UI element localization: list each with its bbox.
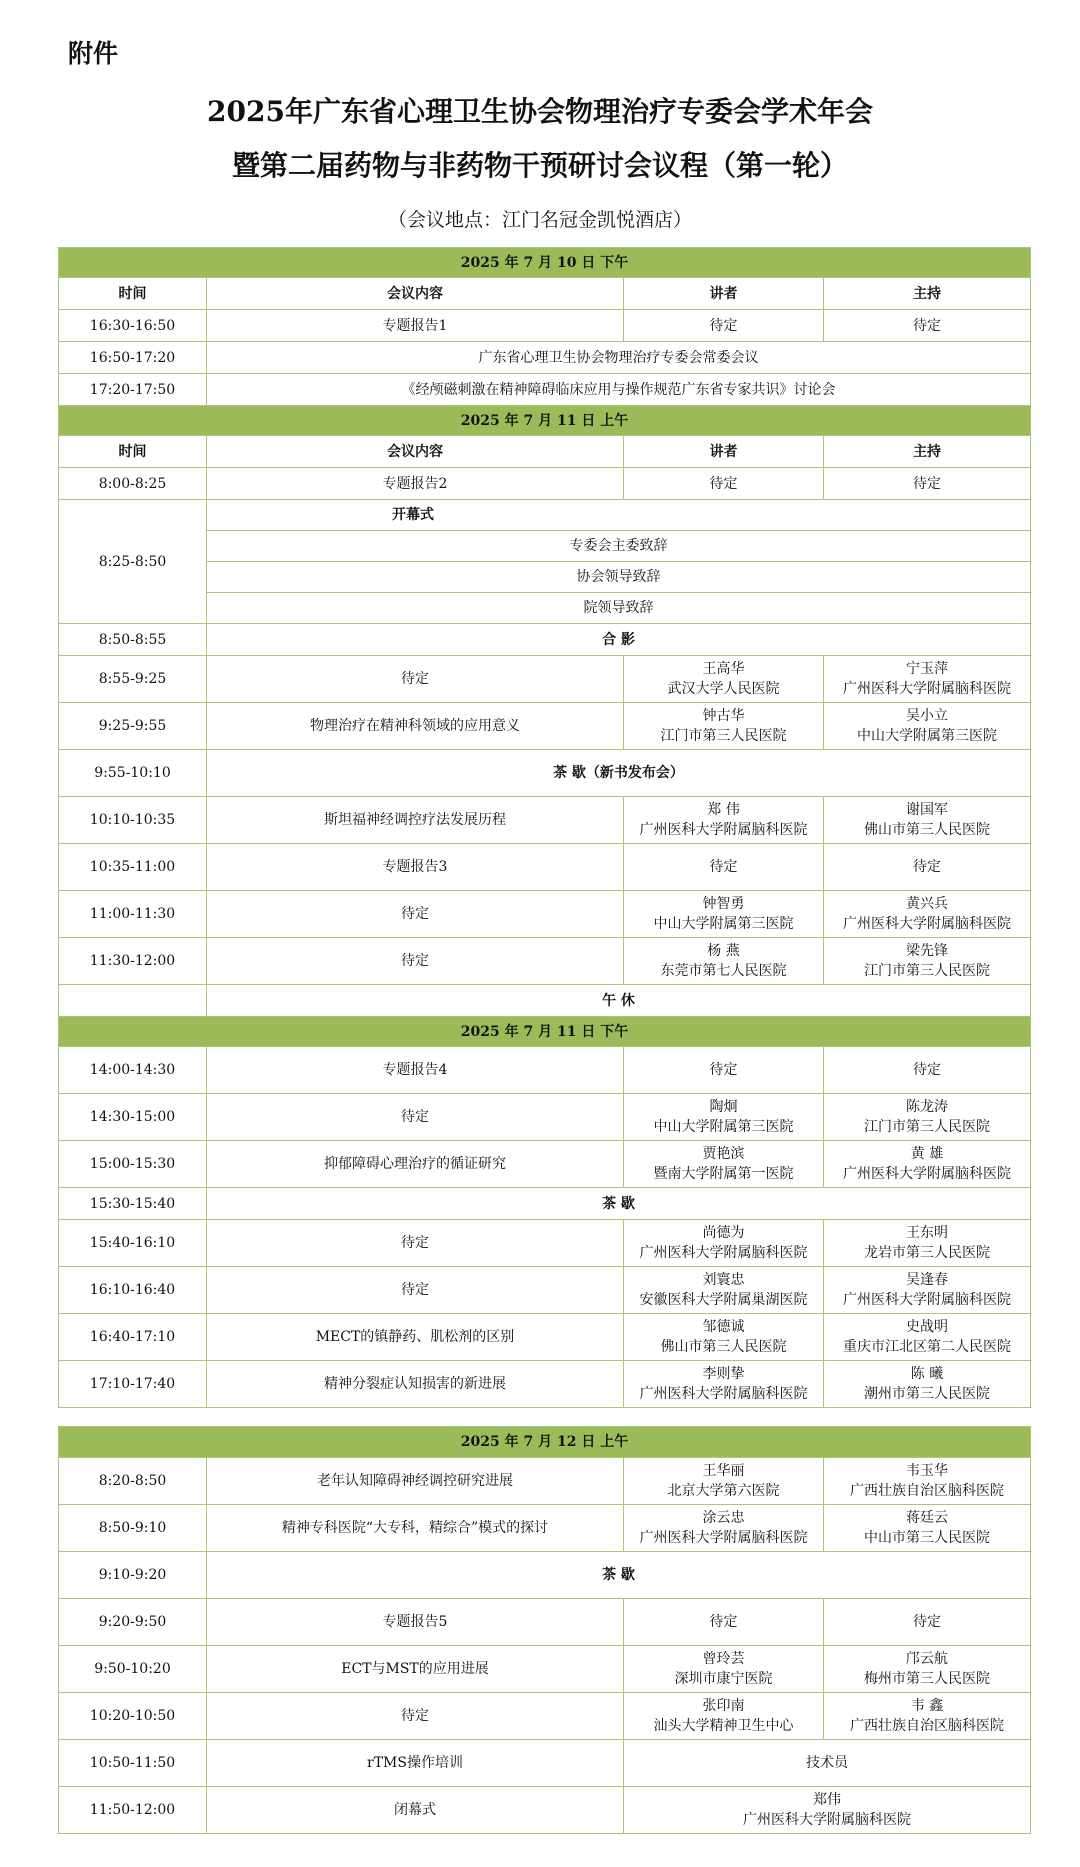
host-org: 广州医科大学附属脑科医院 xyxy=(843,1292,1011,1308)
cell-content: 广东省心理卫生协会物理治疗专委会常委会议 xyxy=(207,342,1031,374)
cell-speaker: 待定 xyxy=(624,1599,824,1646)
speaker-org: 东莞市第七人民医院 xyxy=(660,963,787,979)
cell-time: 8:50-9:10 xyxy=(59,1505,207,1552)
cell-time: 17:20-17:50 xyxy=(59,374,207,406)
cell-speaker: 待定 xyxy=(624,310,824,342)
cell-time: 9:10-9:20 xyxy=(59,1552,207,1599)
speaker-name: 贾艳滨 xyxy=(702,1146,745,1162)
cell-time: 11:50-12:00 xyxy=(59,1787,207,1834)
speaker-name: 王华丽 xyxy=(702,1463,745,1479)
cell-content: 待定 xyxy=(207,1220,624,1267)
table-row xyxy=(59,938,1031,985)
table-row xyxy=(59,1314,1031,1361)
cell-time: 16:30-16:50 xyxy=(59,310,207,342)
cell-content: 专委会主委致辞 xyxy=(207,531,1031,562)
table-row xyxy=(59,1188,1031,1220)
cell-speaker: 待定 xyxy=(624,844,824,891)
cell-speaker: 技术员 xyxy=(624,1740,1031,1787)
cell-host: 待定 xyxy=(824,1599,1031,1646)
host-org: 中山市第三人民医院 xyxy=(864,1530,990,1546)
header-row xyxy=(59,436,1031,468)
cell-time: 16:40-17:10 xyxy=(59,1314,207,1361)
cell-host xyxy=(824,891,1031,938)
venue-text: （会议地点：江门名冠金凯悦酒店） xyxy=(387,209,692,231)
host-org: 广州医科大学附属脑科医院 xyxy=(843,916,1011,932)
table-row xyxy=(59,1599,1031,1646)
speaker-org: 安徽医科大学附属巢湖医院 xyxy=(639,1292,808,1308)
host-name: 宁玉萍 xyxy=(906,661,948,677)
lunch-break: 午 休 xyxy=(207,985,1031,1017)
tea-break: 茶 歇 xyxy=(207,1188,1031,1220)
speaker-org: 广州医科大学附属脑科医院 xyxy=(743,1812,911,1828)
speaker-org: 中山大学附属第三医院 xyxy=(653,916,794,932)
cell-speaker xyxy=(624,703,824,750)
header-speaker: 讲者 xyxy=(624,436,824,468)
host-name: 梁先锋 xyxy=(906,943,948,959)
cell-speaker: 待定 xyxy=(624,1047,824,1094)
table-row xyxy=(59,1693,1031,1740)
host-name: 黄兴兵 xyxy=(906,896,948,912)
host-org: 广州医科大学附属脑科医院 xyxy=(843,1166,1011,1182)
session-row xyxy=(59,248,1031,278)
table-row xyxy=(59,468,1031,500)
cell-time: 10:20-10:50 xyxy=(59,1693,207,1740)
cell-content: 协会领导致辞 xyxy=(207,562,1031,593)
cell-host xyxy=(824,1220,1031,1267)
speaker-org: 广州医科大学附属脑科医院 xyxy=(639,1530,808,1546)
speaker-name: 杨 燕 xyxy=(707,943,740,959)
cell-host xyxy=(824,938,1031,985)
cell-time xyxy=(59,985,207,1017)
speaker-name: 陶炯 xyxy=(709,1099,738,1115)
cell-speaker xyxy=(624,1267,824,1314)
host-name: 谢国军 xyxy=(906,802,948,818)
cell-time: 17:10-17:40 xyxy=(59,1361,207,1408)
cell-host xyxy=(824,1458,1031,1505)
cell-host: 待定 xyxy=(824,310,1031,342)
session-header: 2025 年 7 月 12 日 上午 xyxy=(59,1427,1031,1458)
cell-host xyxy=(824,1693,1031,1740)
cell-content: 抑郁障碍心理治疗的循证研究 xyxy=(207,1141,624,1188)
speaker-name: 刘寰忠 xyxy=(702,1272,745,1288)
speaker-name: 郑伟 xyxy=(813,1792,841,1808)
host-name: 黄 雄 xyxy=(910,1146,944,1162)
speaker-org: 汕头大学精神卫生中心 xyxy=(653,1718,794,1734)
host-name: 蒋廷云 xyxy=(906,1510,948,1526)
header-row xyxy=(59,278,1031,310)
tea-break: 茶 歇 xyxy=(207,1552,1031,1599)
cell-speaker xyxy=(624,1314,824,1361)
cell-time: 11:00-11:30 xyxy=(59,891,207,938)
cell-content: 院领导致辞 xyxy=(207,593,1031,624)
table-row xyxy=(59,1552,1031,1599)
opening-ceremony: 开幕式 xyxy=(207,500,1031,531)
table-row xyxy=(59,1361,1031,1408)
cell-time: 10:50-11:50 xyxy=(59,1740,207,1787)
cell-time: 9:50-10:20 xyxy=(59,1646,207,1693)
schedule-table-day3 xyxy=(58,1426,1031,1834)
table-row xyxy=(59,656,1031,703)
cell-host xyxy=(824,797,1031,844)
cell-content: 待定 xyxy=(207,1693,624,1740)
header-time: 时间 xyxy=(59,436,207,468)
host-org: 佛山市第三人民医院 xyxy=(864,822,990,838)
cell-time: 8:50-8:55 xyxy=(59,624,207,656)
speaker-name: 邹德诚 xyxy=(702,1319,745,1335)
cell-host: 待定 xyxy=(824,468,1031,500)
cell-content: 待定 xyxy=(207,656,624,703)
header-content: 会议内容 xyxy=(207,278,624,310)
cell-time: 9:20-9:50 xyxy=(59,1599,207,1646)
cell-speaker xyxy=(624,1787,1031,1834)
cell-speaker xyxy=(624,1646,824,1693)
cell-time: 14:00-14:30 xyxy=(59,1047,207,1094)
table-row xyxy=(59,1094,1031,1141)
speaker-name: 曾玲芸 xyxy=(702,1651,745,1667)
cell-content: 合 影 xyxy=(207,624,1031,656)
host-org: 重庆市江北区第二人民医院 xyxy=(843,1339,1011,1355)
cell-host xyxy=(824,1646,1031,1693)
cell-time: 8:25-8:50 xyxy=(59,500,207,624)
cell-time: 15:40-16:10 xyxy=(59,1220,207,1267)
speaker-org: 中山大学附属第三医院 xyxy=(653,1119,794,1135)
cell-host xyxy=(824,656,1031,703)
table-row xyxy=(59,1141,1031,1188)
cell-speaker xyxy=(624,1141,824,1188)
cell-content: 精神专科医院“大专科，精综合”模式的探讨 xyxy=(207,1505,624,1552)
cell-time: 8:20-8:50 xyxy=(59,1458,207,1505)
host-name: 陈龙涛 xyxy=(906,1099,948,1115)
host-org: 中山大学附属第三医院 xyxy=(857,728,997,744)
table-row xyxy=(59,342,1031,374)
header-content: 会议内容 xyxy=(207,436,624,468)
cell-content: 斯坦福神经调控疗法发展历程 xyxy=(207,797,624,844)
cell-host xyxy=(824,1505,1031,1552)
cell-content: 茶 歇（新书发布会） xyxy=(207,750,1031,797)
table-row xyxy=(59,1458,1031,1505)
session-header: 2025 年 7 月 10 日 下午 xyxy=(59,248,1031,278)
cell-time: 15:00-15:30 xyxy=(59,1141,207,1188)
host-org: 江门市第三人民医院 xyxy=(864,963,990,979)
host-name: 王东明 xyxy=(906,1225,948,1241)
cell-time: 11:30-12:00 xyxy=(59,938,207,985)
cell-speaker xyxy=(624,1094,824,1141)
cell-content: MECT的镇静药、肌松剂的区别 xyxy=(207,1314,624,1361)
header-host: 主持 xyxy=(824,278,1031,310)
speaker-org: 北京大学第六医院 xyxy=(667,1483,780,1499)
cell-speaker: 待定 xyxy=(624,468,824,500)
cell-time: 8:55-9:25 xyxy=(59,656,207,703)
host-name: 吴逢春 xyxy=(906,1272,948,1288)
speaker-name: 尚德为 xyxy=(702,1225,745,1241)
cell-speaker xyxy=(624,1458,824,1505)
cell-host: 待定 xyxy=(824,1047,1031,1094)
cell-content: 《经颅磁刺激在精神障碍临床应用与操作规范广东省专家共识》讨论会 xyxy=(207,374,1031,406)
host-name: 韦玉华 xyxy=(906,1463,948,1479)
cell-content: rTMS操作培训 xyxy=(207,1740,624,1787)
cell-host xyxy=(824,1361,1031,1408)
cell-content: ECT与MST的应用进展 xyxy=(207,1646,624,1693)
cell-time: 15:30-15:40 xyxy=(59,1188,207,1220)
attachment-label: 附件 xyxy=(68,39,119,68)
table-row xyxy=(59,1740,1031,1787)
speaker-name: 李则挚 xyxy=(702,1366,745,1382)
speaker-name: 涂云忠 xyxy=(702,1510,745,1526)
cell-content: 待定 xyxy=(207,891,624,938)
table-row xyxy=(59,500,1031,531)
host-org: 江门市第三人民医院 xyxy=(864,1119,990,1135)
host-org: 潮州市第三人民医院 xyxy=(864,1386,990,1402)
cell-speaker xyxy=(624,891,824,938)
host-org: 广西壮族自治区脑科医院 xyxy=(850,1483,1004,1499)
cell-host xyxy=(824,1314,1031,1361)
page-title-line1: 2025年广东省心理卫生协会物理治疗专委会学术年会 xyxy=(207,95,873,128)
speaker-name: 钟古华 xyxy=(702,708,745,724)
speaker-name: 郑 伟 xyxy=(707,802,740,818)
cell-content: 闭幕式 xyxy=(207,1787,624,1834)
table-row xyxy=(59,624,1031,656)
table-row xyxy=(59,1646,1031,1693)
table-row xyxy=(59,1505,1031,1552)
speaker-org: 佛山市第三人民医院 xyxy=(660,1339,787,1355)
session-row xyxy=(59,406,1031,436)
cell-speaker xyxy=(624,938,824,985)
cell-content: 专题报告3 xyxy=(207,844,624,891)
table-row xyxy=(59,1047,1031,1094)
speaker-org: 暨南大学附属第一医院 xyxy=(653,1166,794,1182)
cell-time: 9:25-9:55 xyxy=(59,703,207,750)
cell-host: 待定 xyxy=(824,844,1031,891)
speaker-org: 武汉大学人民医院 xyxy=(667,681,780,697)
session-row xyxy=(59,1017,1031,1047)
cell-content: 待定 xyxy=(207,938,624,985)
schedule-table-main xyxy=(58,247,1031,1408)
cell-host xyxy=(824,703,1031,750)
host-name: 韦 鑫 xyxy=(910,1698,944,1714)
host-org: 梅州市第三人民医院 xyxy=(864,1671,990,1687)
header-time: 时间 xyxy=(59,278,207,310)
table-row xyxy=(59,374,1031,406)
table-row xyxy=(59,703,1031,750)
cell-content: 待定 xyxy=(207,1094,624,1141)
cell-speaker xyxy=(624,1505,824,1552)
cell-time: 14:30-15:00 xyxy=(59,1094,207,1141)
speaker-org: 江门市第三人民医院 xyxy=(660,728,787,744)
table-row xyxy=(59,1267,1031,1314)
cell-time: 8:00-8:25 xyxy=(59,468,207,500)
host-org: 广州医科大学附属脑科医院 xyxy=(843,681,1011,697)
cell-content: 专题报告1 xyxy=(207,310,624,342)
cell-content: 专题报告2 xyxy=(207,468,624,500)
cell-host xyxy=(824,1267,1031,1314)
cell-speaker xyxy=(624,1693,824,1740)
host-org: 龙岩市第三人民医院 xyxy=(864,1245,990,1261)
speaker-org: 广州医科大学附属脑科医院 xyxy=(639,1386,808,1402)
speaker-name: 张印南 xyxy=(702,1698,745,1714)
cell-time: 10:10-10:35 xyxy=(59,797,207,844)
cell-time: 10:35-11:00 xyxy=(59,844,207,891)
cell-host xyxy=(824,1141,1031,1188)
host-name: 陈 曦 xyxy=(910,1366,944,1382)
table-row xyxy=(59,750,1031,797)
table-row xyxy=(59,891,1031,938)
cell-speaker xyxy=(624,797,824,844)
cell-speaker xyxy=(624,1361,824,1408)
speaker-org: 深圳市康宁医院 xyxy=(674,1671,773,1687)
host-org: 广西壮族自治区脑科医院 xyxy=(850,1718,1004,1734)
cell-content: 精神分裂症认知损害的新进展 xyxy=(207,1361,624,1408)
table-row xyxy=(59,797,1031,844)
cell-time: 9:55-10:10 xyxy=(59,750,207,797)
host-name: 邝云航 xyxy=(906,1651,948,1667)
session-header: 2025 年 7 月 11 日 下午 xyxy=(59,1017,1031,1047)
session-header: 2025 年 7 月 11 日 上午 xyxy=(59,406,1031,436)
header-speaker: 讲者 xyxy=(624,278,824,310)
host-name: 史战明 xyxy=(906,1319,948,1335)
table-row xyxy=(59,985,1031,1017)
table-row xyxy=(59,1220,1031,1267)
header-host: 主持 xyxy=(824,436,1031,468)
host-name: 吴小立 xyxy=(906,708,948,724)
speaker-org: 广州医科大学附属脑科医院 xyxy=(639,1245,808,1261)
speaker-org: 广州医科大学附属脑科医院 xyxy=(639,822,808,838)
cell-content: 专题报告5 xyxy=(207,1599,624,1646)
speaker-name: 钟智勇 xyxy=(702,896,745,912)
cell-speaker xyxy=(624,656,824,703)
table-row xyxy=(59,1787,1031,1834)
cell-time: 16:10-16:40 xyxy=(59,1267,207,1314)
cell-content: 老年认知障碍神经调控研究进展 xyxy=(207,1458,624,1505)
cell-content: 专题报告4 xyxy=(207,1047,624,1094)
table-row xyxy=(59,844,1031,891)
cell-content: 物理治疗在精神科领域的应用意义 xyxy=(207,703,624,750)
cell-host xyxy=(824,1094,1031,1141)
cell-speaker xyxy=(624,1220,824,1267)
cell-time: 16:50-17:20 xyxy=(59,342,207,374)
cell-content: 待定 xyxy=(207,1267,624,1314)
session-row xyxy=(59,1427,1031,1458)
speaker-name: 王高华 xyxy=(702,661,745,677)
page-title-line2: 暨第二届药物与非药物干预研讨会议程（第一轮） xyxy=(231,149,848,182)
table-row xyxy=(59,310,1031,342)
